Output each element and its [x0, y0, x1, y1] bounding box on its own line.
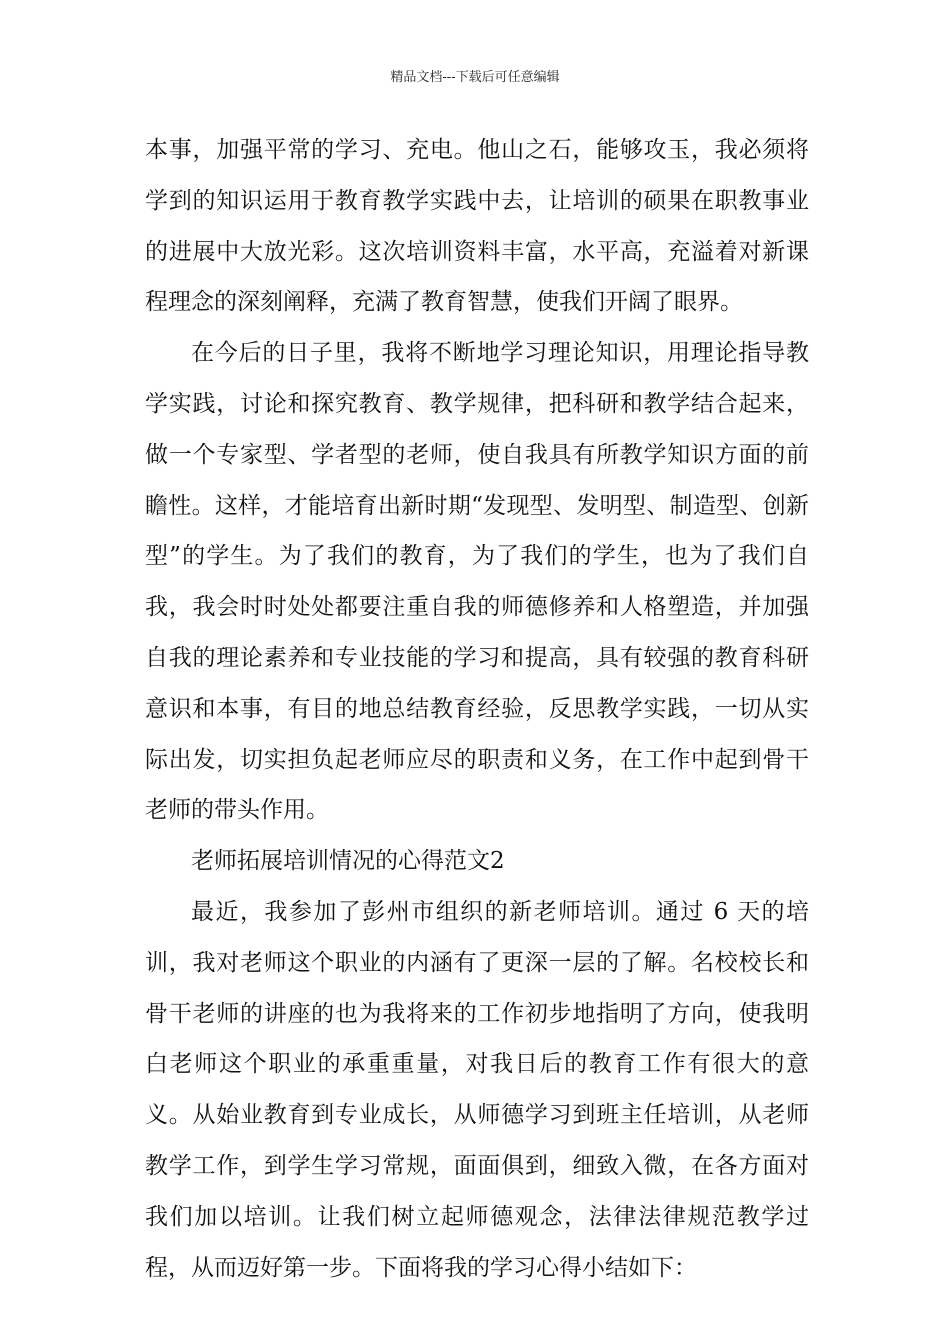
page-header: 精品文档---下载后可任意编辑: [390, 70, 560, 85]
document-body: [145, 125, 809, 1293]
paragraph-1: 本事，加强平常的学习、充电。他山之石，能够攻玉，我必须将学到的知识运用于教育教学实践中去，让培训的硕果在职教事业的进展中大放光彩。这次培训资料丰富，水平高，充溢着对新课程理念的深刻阐释，充满了教育智慧，使我们开阔了眼界。: [145, 137, 809, 316]
paragraph-3: 最近，我参加了彭州市组织的新老师培训。通过 6 天的培训，我对老师这个职业的内涵有了更深一层的了解。名校校长和骨干老师的讲座的也为我将来的工作初步地指明了方向，使我明白老师这个职业的承重重量，对我日后的教育工作有很大的意义。从始业教育到专业成长，从师德学习到班主任培训，从老师教学工作，到学生学习常规，面面俱到，细致入微，在各方面对我们加以培训。让我们树立起师德观念，法律法律规范教学过程，从而迈好第一步。下面将我的学习心得小结如下：: [145, 898, 809, 1281]
paragraph-2: 在今后的日子里，我将不断地学习理论知识，用理论指导教学实践，讨论和探究教育、教学规律，把科研和教学结合起来，做一个专家型、学者型的老师，使自我具有所教学知识方面的前瞻性。这样，才能培育出新时期“发现型、发明型、制造型、创新型”的学生。为了我们的教育，为了我们的学生，也为了我们自我，我会时时处处都要注重自我的师德修养和人格塑造，并加强自我的理论素养和专业技能的学习和提高，具有较强的教育科研意识和本事，有目的地总结教育经验，反思教学实践，一切从实际出发，切实担负起老师应尽的职责和义务，在工作中起到骨干老师的带头作用。: [145, 340, 809, 824]
section-heading: 老师拓展培训情况的心得范文2: [191, 848, 505, 875]
